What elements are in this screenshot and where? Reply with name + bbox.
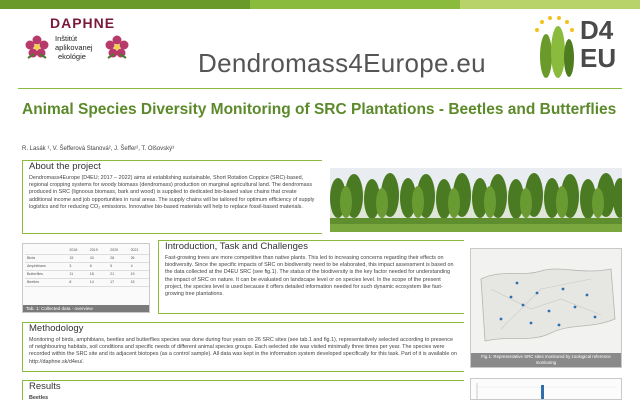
src-plantation-photo: [330, 168, 622, 232]
daphne-name: DAPHNE: [50, 15, 116, 31]
flower-icon: [104, 34, 130, 60]
table-cell: 11: [67, 270, 87, 278]
table-cell: 14: [88, 278, 108, 286]
collected-data-table: [25, 246, 149, 287]
table-cell: 18: [88, 270, 108, 278]
results-chart-graphic: [471, 379, 621, 399]
table-cell: 5: [108, 262, 128, 270]
table-cell: 2020: [108, 246, 128, 254]
table-cell: 28: [108, 254, 128, 262]
table-cell: [25, 246, 67, 254]
results-subheading: Beetles: [29, 395, 49, 400]
top-bar-segment: [250, 0, 460, 9]
eu-trees-icon: [528, 12, 580, 82]
d4eu-logo: [528, 12, 628, 82]
table-row: [25, 262, 149, 270]
section-heading: Introduction, Task and Challenges: [159, 240, 464, 252]
table-row: [25, 254, 149, 262]
table-row: [25, 270, 149, 278]
table-cell: Beetles: [25, 278, 67, 286]
table-cell: 43: [88, 254, 108, 262]
table-cell: 15: [129, 278, 149, 286]
daphne-subtitle: aplikovanej: [55, 43, 93, 52]
table-cell: 6: [88, 262, 108, 270]
daphne-subtitle: Inštitút: [55, 34, 78, 43]
section-text: Dendromass4Europe (D4EU; 2017 – 2022) aims at establishing sustainable, Short Rotation Coppice (SRC)-based, regional cropping systems for woody biomass (dendromass) production on marginal agricultural land. The dendromass produced in SRC (lignoous biomass, bark and wood) is supplied to dedicated bio-based value chains that create additional income and job opportunities in rural areas. The supply chains will be tailored for optimum efficiency of supply logistics and for reducing CO₂ emissions. Innovative bio-based materials will help to replace fossil-based materials.: [29, 175, 315, 210]
about-section: [22, 160, 322, 234]
table-cell: 15: [67, 254, 87, 262]
intro-section: [158, 240, 464, 314]
table-cell: 2018: [67, 246, 87, 254]
site-map-figure: [470, 248, 622, 368]
map-image: [471, 249, 621, 355]
top-bar-segment: [0, 0, 250, 9]
top-color-bar: [0, 0, 640, 9]
table-cell: 19: [129, 270, 149, 278]
site-title: Dendromass4Europe.eu: [198, 48, 486, 78]
flower-icon: [24, 34, 50, 60]
table-cell: Birds: [25, 254, 67, 262]
table-cell: 2021: [129, 246, 149, 254]
table-row: [25, 278, 149, 286]
table-cell: 8: [67, 278, 87, 286]
plantation-image: [330, 168, 622, 232]
table-cell: 3: [67, 262, 87, 270]
table-row: [25, 246, 149, 254]
map-caption: Fig.1: Representative SRC sites monitored by zoological reference monitoring: [471, 353, 621, 367]
d4eu-line: D4: [580, 15, 614, 45]
methodology-section: [22, 322, 464, 372]
top-bar-segment: [460, 0, 640, 9]
section-heading: About the project: [23, 160, 322, 172]
table-cell: 26: [129, 254, 149, 262]
table-cell: Butterflies: [25, 270, 67, 278]
daphne-subtitle: ekológie: [58, 52, 86, 61]
table-cell: 21: [108, 270, 128, 278]
d4eu-wordmark: [580, 16, 616, 72]
results-chart: [470, 378, 622, 400]
header-divider: [18, 88, 622, 89]
section-heading: Methodology: [23, 322, 464, 334]
section-text: Monitoring of birds, amphibians, beetles and butterflies species was done during four years on 26 SRC sites (see tab.1 and fig.1), representatively selected according to presence of neighbouring habitats, soil conditions and specific needs of different animal species groups. Each selected site was visited minimally three times per year. The species were recorded within the SRC site and its adjacent biotopes (as a control sample). All data was kept in the information system developed specifically for this task. Part of it is available on http://daphne.sk/d4eu/.: [29, 337, 457, 365]
section-heading: Results: [23, 380, 464, 392]
poster-authors: R. Lasák ¹, V. Šefferová Stanová², J. Šeffer², T. Olšovský³: [22, 146, 175, 152]
table-cell: 17: [108, 278, 128, 286]
table-caption: Tab. 1: Collected data - overview: [23, 305, 149, 312]
results-section: [22, 380, 464, 400]
d4eu-line: EU: [580, 43, 617, 73]
table-cell: 2019: [88, 246, 108, 254]
table-cell: Amphibians: [25, 262, 67, 270]
daphne-logo: [22, 12, 132, 80]
poster-title: Animal Species Diversity Monitoring of SRC Plantations - Beetles and Butterflies: [22, 101, 617, 118]
table-cell: 4: [129, 262, 149, 270]
data-table: [22, 243, 150, 313]
section-text: Fast-growing trees are more competitive than native plants. This led to increasing concerns regarding their effects on biodiversity. Since the specific impacts of SRC on biodiversity need to be elaborated, this impact assessment is based on the data collected at the D4EU SRC (see fig.1). The status of the biodiversity is the key factor needed for understanding the impact of SRC on nature. It can be evaluated on landscape level or on species level. In the scope of the present project, the species level is used because it offers detailed information needed for such dynamic ecosystem like fast-growing tree plantations.: [165, 255, 454, 298]
